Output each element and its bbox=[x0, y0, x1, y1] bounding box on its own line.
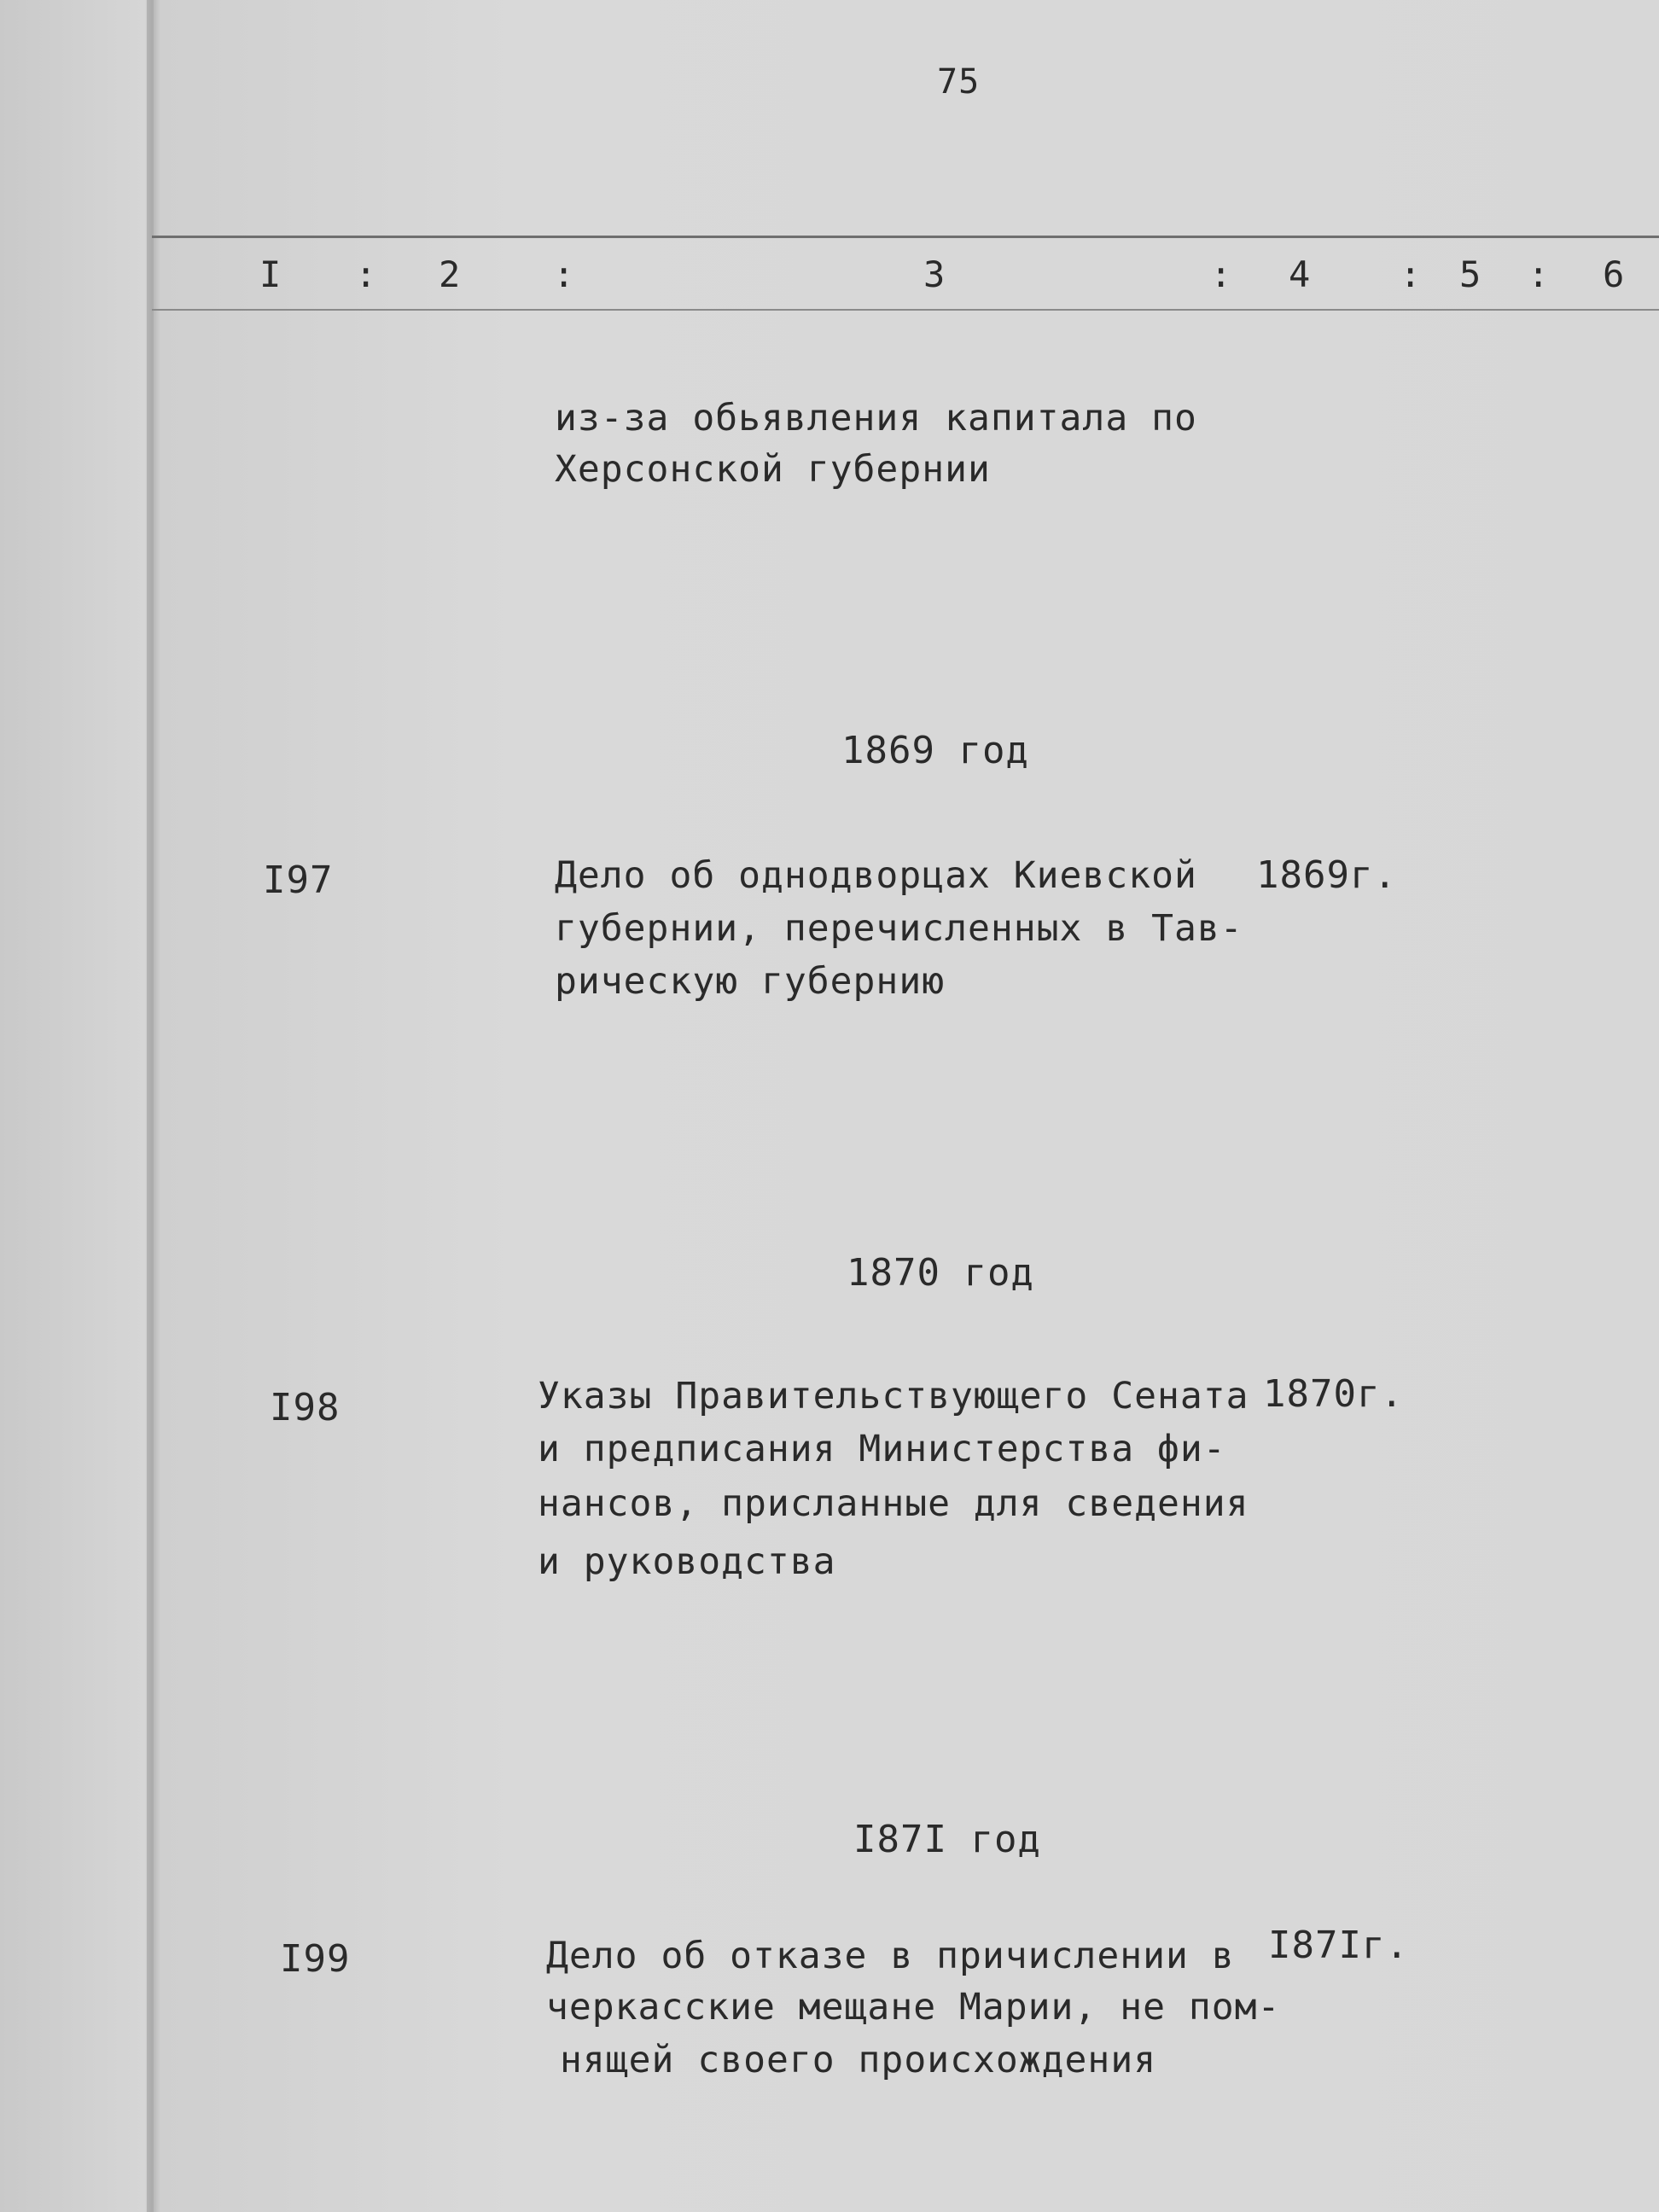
description-line: Херсонской губернии bbox=[555, 448, 991, 491]
year-heading: 1870 год bbox=[847, 1251, 1034, 1295]
header-bottom-rule bbox=[152, 309, 1659, 311]
year-heading: 1869 год bbox=[841, 729, 1029, 772]
description-line: Дело об однодворцах Киевской bbox=[555, 854, 1197, 897]
column-header-5: 5 bbox=[1459, 253, 1482, 295]
description-line: Дело об отказе в причислении в bbox=[546, 1935, 1235, 1977]
page-number: 75 bbox=[937, 62, 981, 102]
description-line: Указы Правительствующего Сената bbox=[538, 1375, 1249, 1417]
column-header-1: I bbox=[259, 253, 282, 295]
description-line: губернии, перечисленных в Тав- bbox=[555, 907, 1243, 950]
year-heading: I87I год bbox=[853, 1818, 1041, 1861]
entry-date: I87Iг. bbox=[1268, 1924, 1409, 1967]
column-header-2: 2 bbox=[439, 253, 462, 295]
column-header-3: 3 bbox=[923, 253, 946, 295]
column-header-6: 6 bbox=[1603, 253, 1626, 295]
description-line: и руководства bbox=[538, 1540, 836, 1583]
header-top-rule bbox=[152, 236, 1659, 238]
description-line: рическую губернию bbox=[555, 960, 946, 1003]
description-line: из-за обьявления капитала по bbox=[555, 397, 1197, 439]
column-separator: : bbox=[553, 253, 576, 295]
column-separator: : bbox=[1210, 253, 1233, 295]
entry-date: 1869г. bbox=[1256, 853, 1397, 897]
column-separator: : bbox=[355, 253, 378, 295]
description-line: нансов, присланные для сведения bbox=[538, 1482, 1249, 1525]
description-line: и предписания Министерства фи- bbox=[538, 1428, 1226, 1470]
entry-number: I98 bbox=[270, 1386, 341, 1429]
binding-edge bbox=[147, 0, 154, 2212]
description-line: черкасские мещане Марии, не пом- bbox=[546, 1986, 1281, 2029]
entry-date: 1870г. bbox=[1263, 1372, 1404, 1416]
column-separator: : bbox=[1528, 253, 1551, 295]
entry-number: I97 bbox=[263, 859, 334, 902]
column-header-4: 4 bbox=[1289, 253, 1312, 295]
description-line: нящей своего происхождения bbox=[560, 2039, 1157, 2081]
entry-number: I99 bbox=[280, 1937, 351, 1981]
column-separator: : bbox=[1400, 253, 1423, 295]
